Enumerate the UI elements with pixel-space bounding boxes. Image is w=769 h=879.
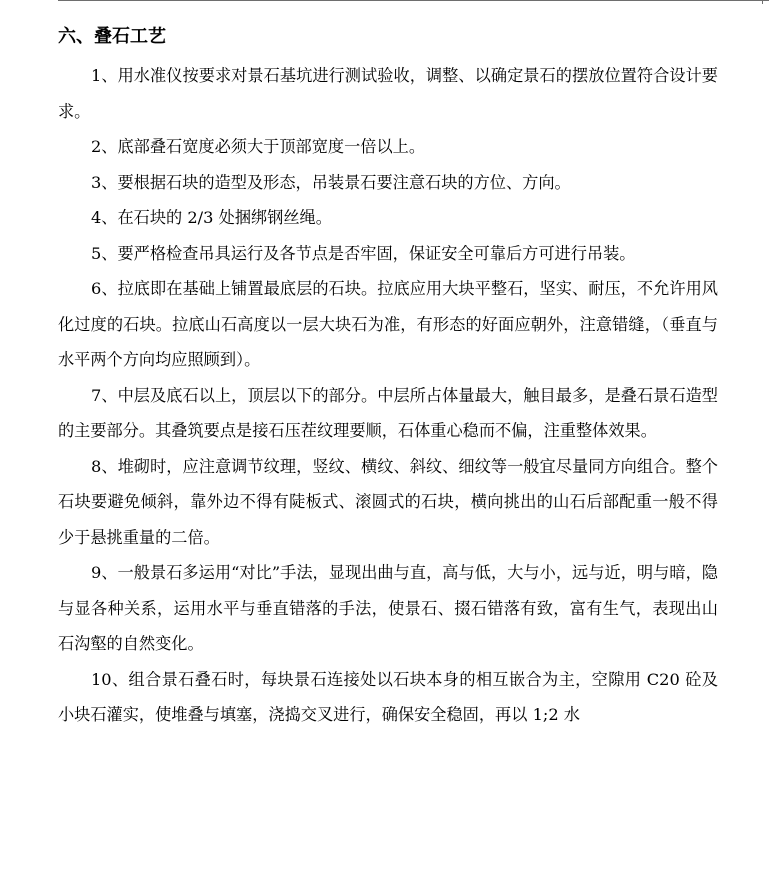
paragraph-7: 7、中层及底石以上，顶层以下的部分。中层所占体量最大，触目最多，是叠石景石造型的主要部分。其叠筑要点是接石压茬纹理要顺，石体重心稳而不偏，注重整体效果。 bbox=[58, 385, 718, 440]
page-corner-mark bbox=[762, 0, 763, 4]
section-heading: 六、叠石工艺 bbox=[58, 26, 166, 47]
page-top-border bbox=[58, 0, 769, 1]
paragraph-5: 5、要严格检查吊具运行及各节点是否牢固，保证安全可靠后方可进行吊装。 bbox=[91, 243, 636, 263]
paragraph-4: 4、在石块的 2/3 处捆绑钢丝绳。 bbox=[91, 208, 332, 227]
paragraph-8: 8、堆砌时，应注意调节纹理，竖纹、横纹、斜纹、细纹等一般宜尽量同方向组合。整个石块要避免倾斜，靠外边不得有陡板式、滚圆式的石块，横向挑出的山石后部配重一般不得少于悬挑重量的二倍。 bbox=[58, 456, 718, 547]
paragraph-3: 3、要根据石块的造型及形态，吊装景石要注意石块的方位、方向。 bbox=[91, 172, 571, 192]
paragraph-9: 9、一般景石多运用“对比”手法，显现出曲与直，高与低，大与小，远与近，明与暗，隐与显各种关系，运用水平与垂直错落的手法，使景石、掇石错落有致，富有生气，表现出山石沟壑的自然变化。 bbox=[58, 563, 718, 653]
paragraph-10: 10、组合景石叠石时，每块景石连接处以石块本身的相互嵌合为主，空隙用 C20 砼及小块石灌实，使堆叠与填塞，浇捣交叉进行，确保安全稳固，再以 1;2 水 bbox=[58, 669, 718, 724]
document-page bbox=[58, 20, 718, 733]
paragraph-1: 1、用水准仪按要求对景石基坑进行测试验收，调整、以确定景石的摆放位置符合设计要求。 bbox=[58, 66, 718, 121]
paragraph-6: 6、拉底即在基础上铺置最底层的石块。拉底应用大块平整石，坚实、耐压，不允许用风化过度的石块。拉底山石高度以一层大块石为准，有形态的好面应朝外，注意错缝，（垂直与水平两个方向均应照顾到）。 bbox=[58, 279, 718, 369]
paragraph-2: 2、底部叠石宽度必须大于顶部宽度一倍以上。 bbox=[91, 137, 426, 156]
